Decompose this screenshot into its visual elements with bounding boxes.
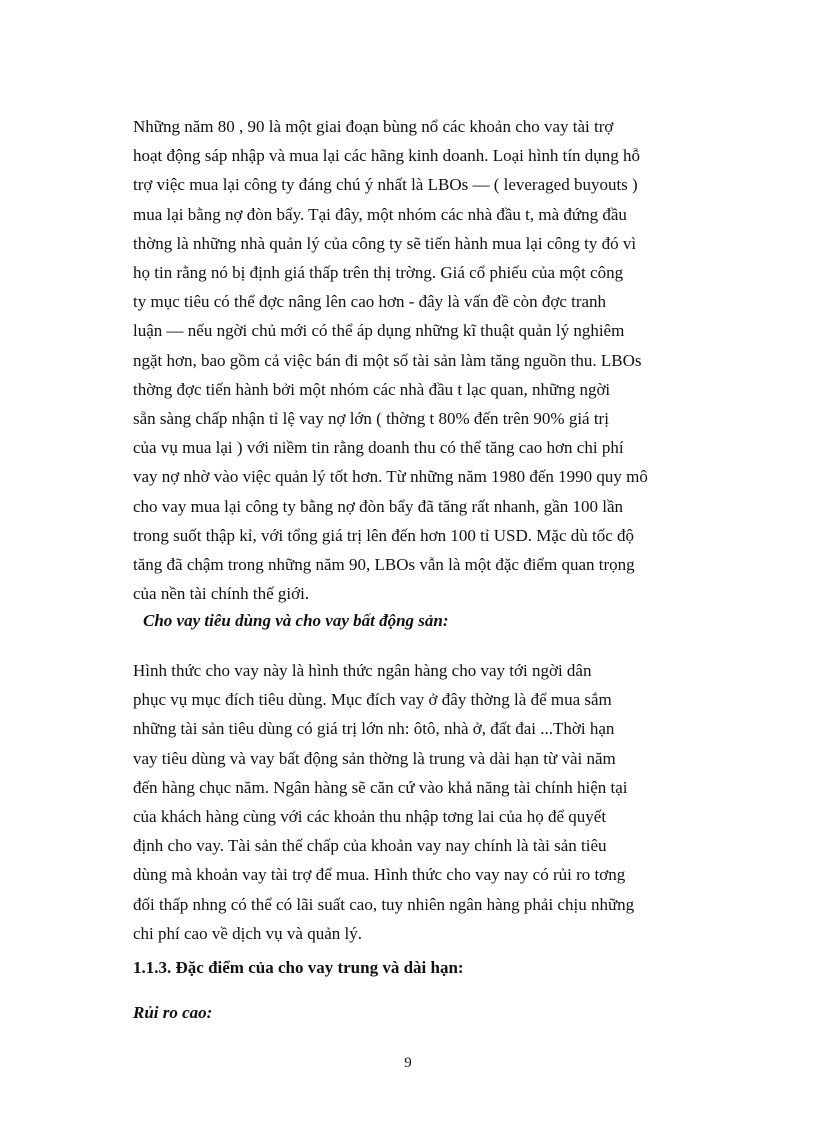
text-line: vay nợ nhờ vào việc quản lý tốt hơn. Từ những năm 1980 đến 1990 quy mô [133, 467, 648, 487]
text-line: đối thấp nhng có thể có lãi suất cao, tuy nhiên ngân hàng phải chịu những [133, 894, 635, 914]
text-line: thờng là những nhà quản lý của công ty sẽ tiến hành mua lại công ty đó vì [133, 233, 637, 253]
text-line: trợ việc mua lại công ty đáng chú ý nhất là LBOs — ( leveraged buyouts ) [133, 175, 638, 195]
text-line: trong suốt thập kỉ, với tổng giá trị lên đến hơn 100 tỉ USD. Mặc dù tốc độ [133, 525, 635, 545]
text-line: ngặt hơn, bao gồm cả việc bán đi một số tài sản làm tăng nguồn thu. LBOs [133, 350, 642, 370]
heading-consumer-loans: Cho vay tiêu dùng và cho vay bất động sản: [143, 611, 449, 630]
paragraph-lbo-text [133, 112, 728, 608]
paragraph-consumer [133, 656, 728, 948]
text-line: luận — nếu ngời chủ mới có thể áp dụng những kĩ thuật quản lý nghiêm [133, 321, 625, 341]
text-line: tăng đã chậm trong những năm 90, LBOs vẫn là một đặc điểm quan trọng [133, 555, 635, 575]
text-line: của khách hàng cùng với các khoản thu nhập tơng lai của họ để quyết [133, 807, 607, 827]
text-line: dùng mà khoản vay tài trợ để mua. Hình thức cho vay nay có rủi ro tơng [133, 865, 626, 885]
text-line: của nền tài chính thế giới. [133, 584, 310, 604]
text-line: chi phí cao về dịch vụ và quản lý. [133, 923, 362, 943]
heading-high-risk: Rủi ro cao: [133, 1003, 213, 1022]
text-line: định cho vay. Tài sản thế chấp của khoản vay nay chính là tài sản tiêu [133, 836, 607, 856]
text-line: những tài sản tiêu dùng có giá trị lớn nh: ôtô, nhà ở, đất đai ...Thời hạn [133, 719, 615, 739]
text-line: của vụ mua lại ) với niềm tin rằng doanh thu có thể tăng cao hơn chi phí [133, 438, 624, 458]
text-line: Hình thức cho vay này là hình thức ngân hàng cho vay tới ngời dân [133, 661, 592, 680]
page-number: 9 [404, 1055, 412, 1071]
text-line: vay tiêu dùng và vay bất động sản thờng là trung và dài hạn từ vài năm [133, 748, 616, 768]
text-line: cho vay mua lại công ty bằng nợ đòn bẩy đã tăng rất nhanh, gần 100 lần [133, 496, 624, 516]
text-line: thờng đợc tiến hành bởi một nhóm các nhà đầu t lạc quan, những ngời [133, 379, 611, 399]
text-line: đến hàng chục năm. Ngân hàng sẽ căn cứ vào khả năng tài chính hiện tại [133, 777, 628, 797]
paragraph-lbo [133, 112, 728, 608]
text-line: sẵn sàng chấp nhận tỉ lệ vay nợ lớn ( thờng t 80% đến trên 90% giá trị [133, 409, 609, 429]
heading-section-1-1-3: 1.1.3. Đặc điểm của cho vay trung và dài hạn: [133, 958, 464, 977]
text-line: họ tin rằng nó bị định giá thấp trên thị trờng. Giá cổ phiếu của một công [133, 263, 624, 283]
text-line: phục vụ mục đích tiêu dùng. Mục đích vay ở đây thờng là để mua sắm [133, 690, 612, 710]
text-line: hoạt động sáp nhập và mua lại các hãng kinh doanh. Loại hình tín dụng hỗ [133, 146, 641, 166]
text-line: Những năm 80 , 90 là một giai đoạn bùng nổ các khoản cho vay tài trợ [133, 117, 614, 136]
paragraph-consumer-text [133, 656, 728, 948]
text-line: ty mục tiêu có thể đợc nâng lên cao hơn - đây là vấn đề còn đợc tranh [133, 292, 607, 312]
text-line: mua lại bằng nợ đòn bẩy. Tại đây, một nhóm các nhà đầu t, mà đứng đầu [133, 204, 627, 224]
